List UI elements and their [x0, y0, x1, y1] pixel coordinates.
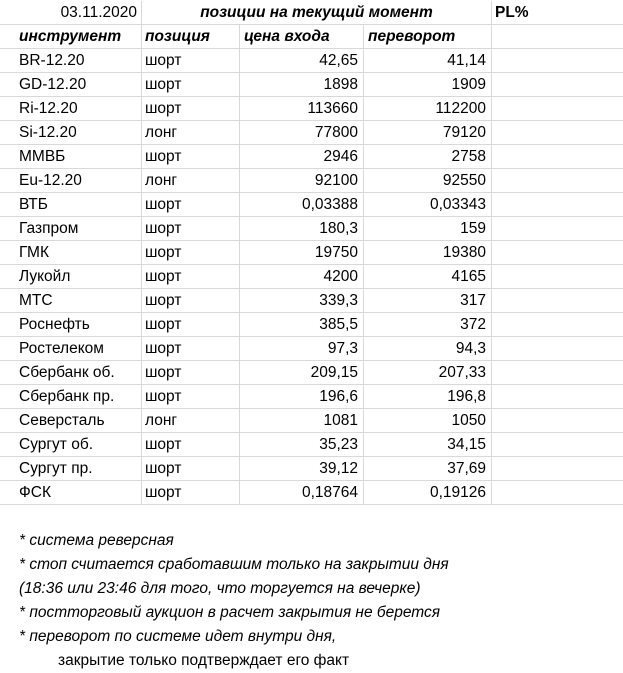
pl-cell[interactable]: [492, 97, 623, 121]
pl-cell[interactable]: [492, 385, 623, 409]
entry-price-cell[interactable]: 2946: [240, 145, 364, 169]
pl-cell[interactable]: [492, 409, 623, 433]
note-row: [0, 529, 623, 553]
entry-price-cell[interactable]: 196,6: [240, 385, 364, 409]
entry-price-cell[interactable]: 42,65: [240, 49, 364, 73]
reversal-price-cell[interactable]: 92550: [364, 169, 492, 193]
table-row: [0, 265, 623, 289]
note-row: [0, 553, 623, 577]
table-row: [0, 73, 623, 97]
table-row: [0, 361, 623, 385]
pl-cell[interactable]: [492, 49, 623, 73]
col-instrument-header[interactable]: инструмент: [0, 25, 142, 49]
note-row: [0, 601, 623, 625]
entry-price-cell[interactable]: 0,03388: [240, 193, 364, 217]
position-cell[interactable]: шорт: [142, 289, 240, 313]
instrument-cell[interactable]: Ri-12.20: [0, 97, 142, 121]
col-reversal-header[interactable]: переворот: [364, 25, 492, 49]
instrument-cell[interactable]: Si-12.20: [0, 121, 142, 145]
table-row: [0, 409, 623, 433]
reversal-price-cell[interactable]: 0,19126: [364, 481, 492, 505]
reversal-price-cell[interactable]: 19380: [364, 241, 492, 265]
instrument-cell[interactable]: ГМК: [0, 241, 142, 265]
table-row: [0, 169, 623, 193]
position-cell[interactable]: шорт: [142, 193, 240, 217]
entry-price-cell[interactable]: 113660: [240, 97, 364, 121]
note-row: [0, 625, 623, 649]
pl-cell[interactable]: [492, 145, 623, 169]
instrument-cell[interactable]: BR-12.20: [0, 49, 142, 73]
pl-cell[interactable]: [492, 457, 623, 481]
table-title[interactable]: позиции на текущий момент: [142, 1, 492, 25]
table-row: [0, 217, 623, 241]
position-cell[interactable]: шорт: [142, 457, 240, 481]
table-row: [0, 121, 623, 145]
date-cell[interactable]: 03.11.2020: [0, 1, 142, 25]
pl-cell[interactable]: [492, 217, 623, 241]
instrument-cell[interactable]: Eu-12.20: [0, 169, 142, 193]
entry-price-cell[interactable]: 0,18764: [240, 481, 364, 505]
entry-price-cell[interactable]: 4200: [240, 265, 364, 289]
reversal-price-cell[interactable]: 41,14: [364, 49, 492, 73]
instrument-cell[interactable]: Сбербанк об.: [0, 361, 142, 385]
pl-cell[interactable]: [492, 169, 623, 193]
position-cell[interactable]: шорт: [142, 433, 240, 457]
pl-cell[interactable]: [492, 121, 623, 145]
table-row: [0, 481, 623, 505]
table-row: [0, 457, 623, 481]
table-row: [0, 241, 623, 265]
table-row: [0, 433, 623, 457]
reversal-price-cell[interactable]: 4165: [364, 265, 492, 289]
pl-cell[interactable]: [492, 241, 623, 265]
table-row: [0, 289, 623, 313]
reversal-price-cell[interactable]: 94,3: [364, 337, 492, 361]
note-text[interactable]: * постторговый аукцион в расчет закрытия не берется: [19, 604, 441, 621]
position-cell[interactable]: шорт: [142, 217, 240, 241]
instrument-cell[interactable]: Сургут пр.: [0, 457, 142, 481]
entry-price-cell[interactable]: 339,3: [240, 289, 364, 313]
reversal-price-cell[interactable]: 79120: [364, 121, 492, 145]
instrument-cell[interactable]: Лукойл: [0, 265, 142, 289]
instrument-cell[interactable]: ВТБ: [0, 193, 142, 217]
table-row: [0, 145, 623, 169]
reversal-price-cell[interactable]: 34,15: [364, 433, 492, 457]
entry-price-cell[interactable]: 77800: [240, 121, 364, 145]
note-text[interactable]: * стоп считается сработавшим только на закрытии дня: [19, 556, 449, 573]
instrument-cell[interactable]: ММВБ: [0, 145, 142, 169]
col-position-header[interactable]: позиция: [142, 25, 240, 49]
note-text[interactable]: (18:36 или 23:46 для того, что торгуется на вечерке): [19, 580, 421, 597]
reversal-price-cell[interactable]: 1050: [364, 409, 492, 433]
instrument-cell[interactable]: GD-12.20: [0, 73, 142, 97]
reversal-price-cell[interactable]: 372: [364, 313, 492, 337]
table-row: [0, 49, 623, 73]
position-cell[interactable]: шорт: [142, 481, 240, 505]
position-cell[interactable]: шорт: [142, 385, 240, 409]
position-cell[interactable]: шорт: [142, 241, 240, 265]
instrument-cell[interactable]: МТС: [0, 289, 142, 313]
instrument-cell[interactable]: Сбербанк пр.: [0, 385, 142, 409]
col-entry-header[interactable]: цена входа: [240, 25, 364, 49]
reversal-price-cell[interactable]: 2758: [364, 145, 492, 169]
reversal-price-cell[interactable]: 1909: [364, 73, 492, 97]
entry-price-cell[interactable]: 35,23: [240, 433, 364, 457]
position-cell[interactable]: шорт: [142, 361, 240, 385]
instrument-cell[interactable]: ФСК: [0, 481, 142, 505]
reversal-price-cell[interactable]: 159: [364, 217, 492, 241]
position-cell[interactable]: шорт: [142, 97, 240, 121]
entry-price-cell[interactable]: 92100: [240, 169, 364, 193]
position-cell[interactable]: шорт: [142, 265, 240, 289]
position-cell[interactable]: шорт: [142, 313, 240, 337]
position-cell[interactable]: лонг: [142, 409, 240, 433]
instrument-cell[interactable]: Северсталь: [0, 409, 142, 433]
pl-cell[interactable]: [492, 265, 623, 289]
column-header-row: [0, 25, 623, 49]
note-text[interactable]: * переворот по системе идет внутри дня,: [19, 628, 337, 645]
position-cell[interactable]: шорт: [142, 337, 240, 361]
position-cell[interactable]: шорт: [142, 73, 240, 97]
position-cell[interactable]: лонг: [142, 121, 240, 145]
instrument-cell[interactable]: Сургут об.: [0, 433, 142, 457]
note-row: [0, 577, 623, 601]
instrument-cell[interactable]: Ростелеком: [0, 337, 142, 361]
pl-header[interactable]: PL%: [492, 1, 623, 25]
instrument-cell[interactable]: Роснефть: [0, 313, 142, 337]
position-cell[interactable]: шорт: [142, 145, 240, 169]
header-row: [0, 1, 623, 25]
pl-cell[interactable]: [492, 481, 623, 505]
pl-cell[interactable]: [492, 337, 623, 361]
reversal-price-cell[interactable]: 196,8: [364, 385, 492, 409]
entry-price-cell[interactable]: 1081: [240, 409, 364, 433]
table-row: [0, 193, 623, 217]
position-cell[interactable]: шорт: [142, 49, 240, 73]
entry-price-cell[interactable]: 385,5: [240, 313, 364, 337]
note-text[interactable]: закрытие только подтверждает его факт: [58, 652, 350, 669]
reversal-price-cell[interactable]: 37,69: [364, 457, 492, 481]
col-pl-cell[interactable]: [492, 25, 623, 49]
entry-price-cell[interactable]: 19750: [240, 241, 364, 265]
entry-price-cell[interactable]: 97,3: [240, 337, 364, 361]
instrument-cell[interactable]: Газпром: [0, 217, 142, 241]
pl-cell[interactable]: [492, 73, 623, 97]
pl-cell[interactable]: [492, 361, 623, 385]
pl-cell[interactable]: [492, 313, 623, 337]
table-row: [0, 313, 623, 337]
entry-price-cell[interactable]: 39,12: [240, 457, 364, 481]
table-row: [0, 97, 623, 121]
reversal-price-cell[interactable]: 112200: [364, 97, 492, 121]
note-row: [0, 649, 623, 673]
pl-cell[interactable]: [492, 289, 623, 313]
entry-price-cell[interactable]: 209,15: [240, 361, 364, 385]
table-row: [0, 385, 623, 409]
pl-cell[interactable]: [492, 433, 623, 457]
reversal-price-cell[interactable]: 0,03343: [364, 193, 492, 217]
entry-price-cell[interactable]: 1898: [240, 73, 364, 97]
pl-cell[interactable]: [492, 193, 623, 217]
table-row: [0, 337, 623, 361]
entry-price-cell[interactable]: 180,3: [240, 217, 364, 241]
reversal-price-cell[interactable]: 207,33: [364, 361, 492, 385]
note-text[interactable]: * система реверсная: [19, 532, 174, 549]
position-cell[interactable]: лонг: [142, 169, 240, 193]
reversal-price-cell[interactable]: 317: [364, 289, 492, 313]
